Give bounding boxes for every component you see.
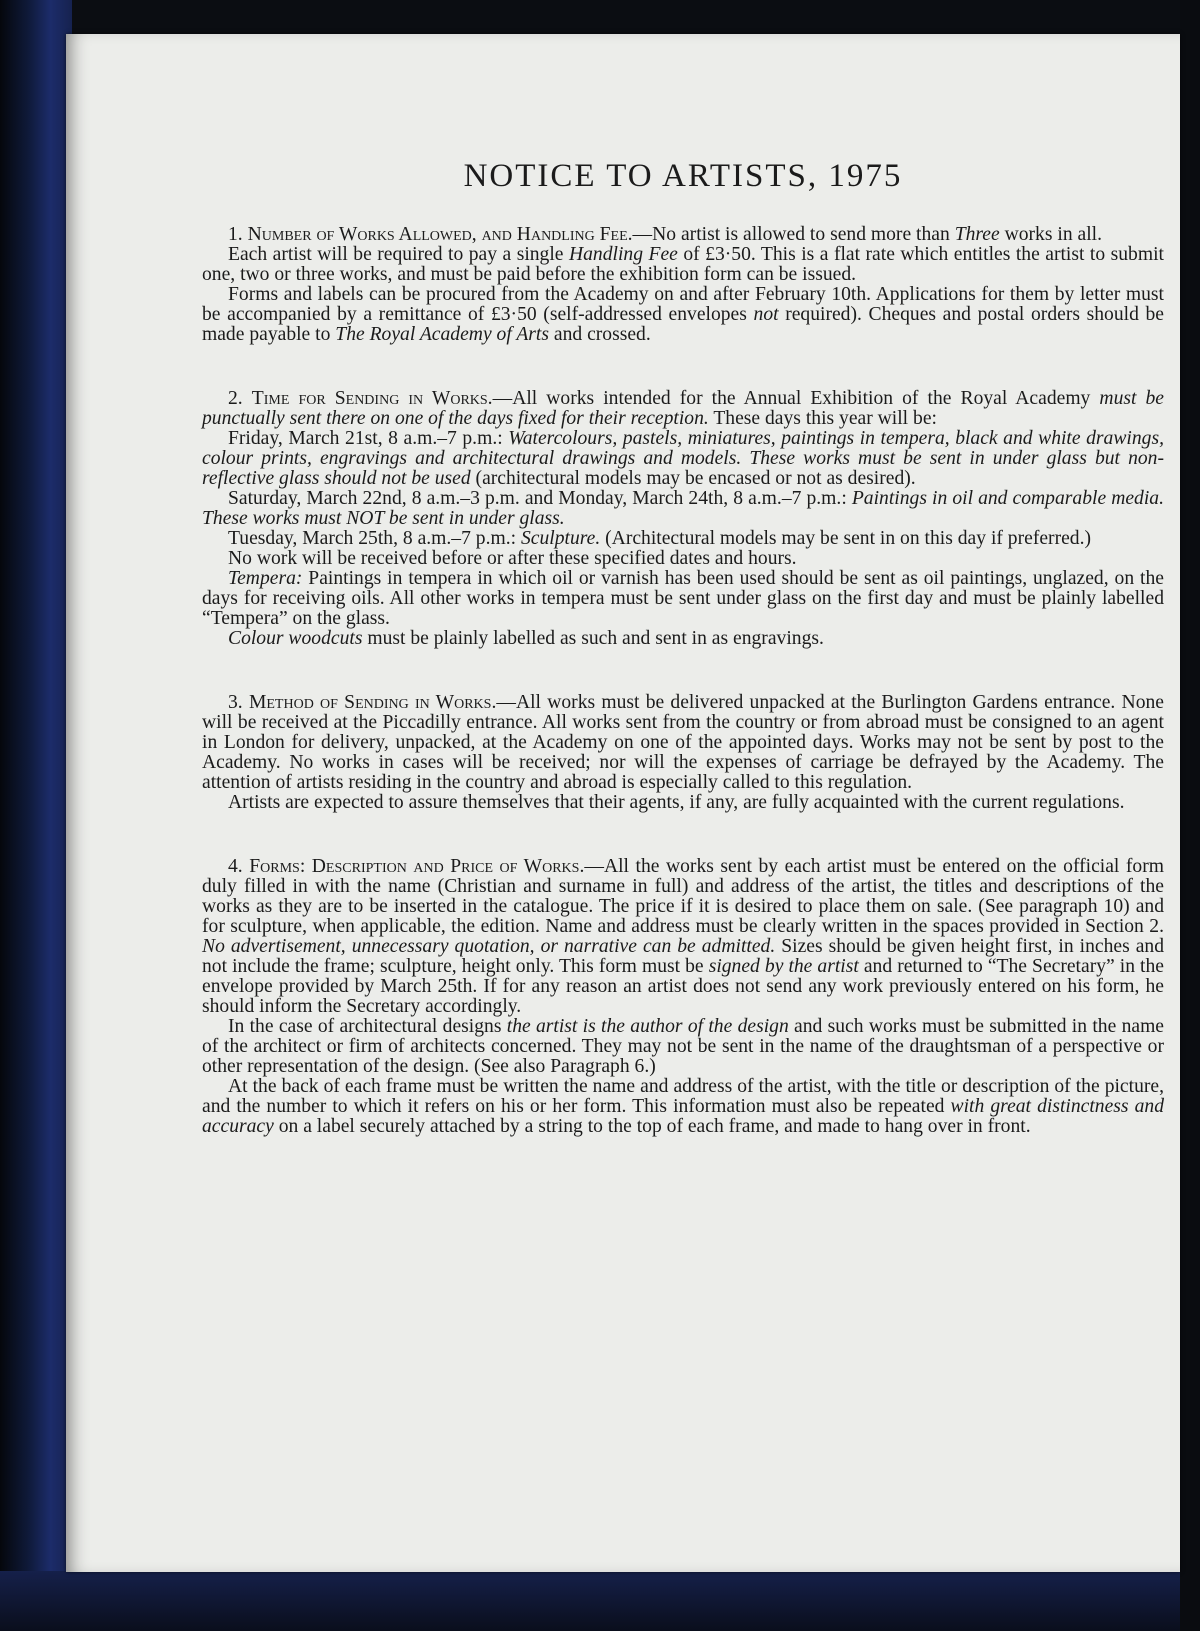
section-1-para-2: Each artist will be required to pay a single Handling Fee of £3·50. This is a flat rate which entitles the artist to submit one, two or three works, and must be paid before the exhibition form can be issued. <box>202 244 1164 285</box>
section-3-para-1: 3. Method of Sending in Works.—All works must be delivered unpacked at the Burlington Gardens entrance. None will be received at the Piccadilly entrance. All works sent from the country or from abroad must be consigned to an agent in London for delivery, unpacked, at the Academy on one of the appointed days. Works may not be sent by post to the Academy. No works in cases will be received; nor will the expenses of carriage be defrayed by the Academy. The attention of artists residing in the country and abroad is especially called to this regulation. <box>202 692 1165 793</box>
section-4-para-1: 4. Forms: Description and Price of Works.—All the works sent by each artist must be entered on the official form duly filled in with the name (Christian and surname in full) and address of the artist, the titles and descriptions of the works as they are to be inserted in the catalogue. The price if it is desired to place them on sale. (See paragraph 10) and for sculpture, when applicable, the edition. Name and address must be clearly written in the spaces provided in Section 2. No advertisement, unnecessary quotation, or narrative can be admitted. Sizes should be given height first, in inches and not include the frame; sculpture, height only. This form must be signed by the artist and returned to “The Secretary” in the envelope provided by March 25th. If for any reason an artist does not send any work previously entered on his form, he should inform the Secretary accordingly. <box>202 856 1165 1017</box>
section-2-para-2: Friday, March 21st, 8 a.m.–7 p.m.: Watercolours, pastels, miniatures, paintings in tempera, black and white drawings, colour prints, engravings and architectural drawings and models. These works must be sent in under glass but non-reflective glass should not be used (architectural models may be encased or not as desired). <box>202 428 1164 489</box>
book-cover-edge <box>0 1571 1200 1631</box>
section-2-para-6: Tempera: Paintings in tempera in which oil or varnish has been used should be sent as oil paintings, unglazed, on the days for receiving oils. All other works in tempera must be sent under glass on the first day and must be plainly labelled “Tempera” on the glass. <box>202 568 1164 629</box>
section-heading: Time for Sending in Works. <box>251 388 493 409</box>
section-2-para-1: 2. Time for Sending in Works.—All works intended for the Annual Exhibition of the Royal Academy must be punctually sent there on one of the days fixed for their reception. These days this year will be: <box>202 388 1164 429</box>
section-3-para-2: Artists are expected to assure themselves that their agents, if any, are fully acquainted with the current regulations. <box>228 792 1125 813</box>
section-2-para-4: Tuesday, March 25th, 8 a.m.–7 p.m.: Sculpture. (Architectural models may be sent in on this day if preferred.) <box>228 528 1092 549</box>
section-2-para-5: No work will be received before or after these specified dates and hours. <box>228 548 797 569</box>
section-3 <box>202 693 1164 813</box>
section-1-para-1: 1. Number of Works Allowed, and Handling Fee.—No artist is allowed to send more than Three works in all. <box>228 224 1102 245</box>
section-2-para-7: Colour woodcuts must be plainly labelled as such and sent in as engravings. <box>228 628 824 649</box>
section-2 <box>202 389 1164 649</box>
section-heading: Number of Works Allowed, and Handling Fee. <box>247 224 633 245</box>
section-4 <box>202 857 1164 1137</box>
page-title: NOTICE TO ARTISTS, 1975 <box>463 158 903 194</box>
section-1 <box>202 225 1164 345</box>
section-heading: Method of Sending in Works. <box>248 692 497 713</box>
document-page <box>66 34 1180 1572</box>
section-heading: Forms: Description and Price of Works. <box>249 856 585 877</box>
section-1-para-3: Forms and labels can be procured from the Academy on and after February 10th. Applications for them by letter must be accompanied by a remittance of £3·50 (self-addressed envelopes not required). Cheques and postal orders should be made payable to The Royal Academy of Arts and crossed. <box>202 284 1164 345</box>
book-spine <box>0 0 72 1631</box>
section-4-para-3: At the back of each frame must be written the name and address of the artist, with the title or description of the picture, and the number to which it refers on his or her form. This information must also be repeated with great distinctness and accuracy on a label securely attached by a string to the top of each frame, and made to hang over in front. <box>202 1076 1165 1137</box>
section-4-para-2: In the case of architectural designs the artist is the author of the design and such works must be submitted in the name of the architect or firm of architects concerned. They may not be sent in the name of the draughtsman of a perspective or other representation of the design. (See also Paragraph 6.) <box>202 1016 1165 1077</box>
page-content <box>202 158 1164 1181</box>
background-edge <box>1180 0 1200 1631</box>
section-2-para-3: Saturday, March 22nd, 8 a.m.–3 p.m. and Monday, March 24th, 8 a.m.–7 p.m.: Paintings in oil and comparable media. These works must NOT be sent in under glass. <box>202 488 1164 529</box>
